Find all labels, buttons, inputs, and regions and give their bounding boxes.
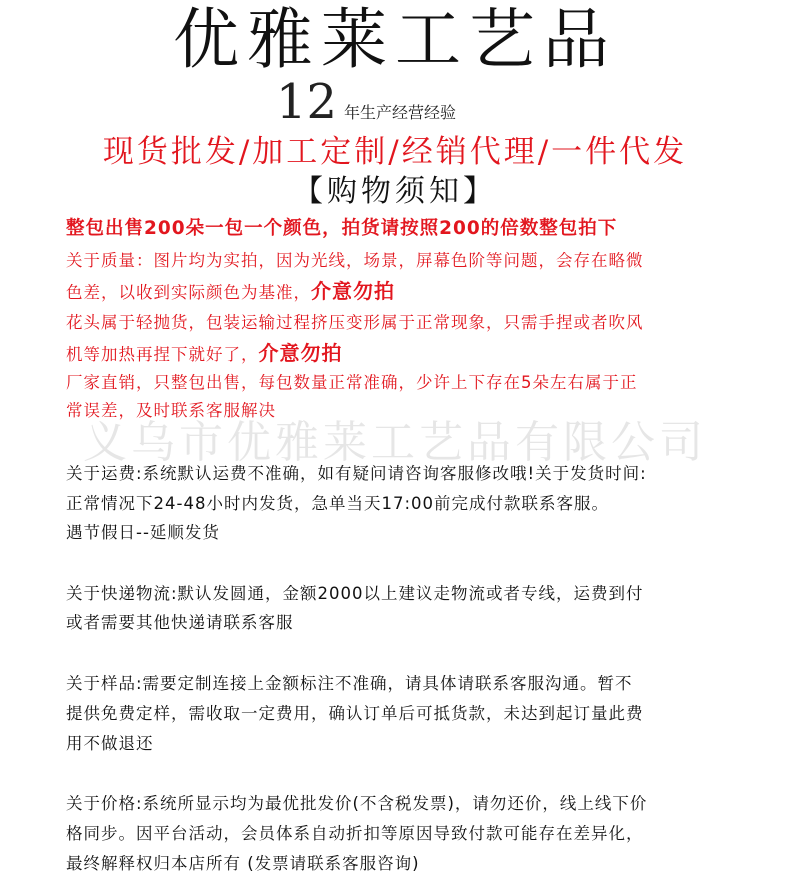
shop-title: 优雅莱工艺品 [173,1,617,78]
flower-emphasis: 介意勿拍 [258,341,343,365]
price-line1: 关于价格:系统所显示均为最优批发价(不含税发票)，请勿还价，线上线下价 [66,794,648,813]
sample-line2: 提供免费定样，需收取一定费用，确认订单后可抵货款，未达到起订量此费 [66,704,644,723]
factory-note-line1: 厂家直销，只整包出售，每包数量正常准确，少许上下存在5朵左右属于正 [66,373,638,392]
price-line3: 最终解释权归本店所有 (发票请联系客服咨询) [66,854,420,873]
years-text: 年生产经营经验 [344,103,457,122]
notice-heading: 【购物须知】 [293,174,497,209]
express-line1: 关于快递物流:默认发圆通，金额2000以上建议走物流或者专线，运费到付 [66,584,644,603]
quality-note-text: 色差，以收到实际颜色为基准， [66,283,311,302]
shipping-line2: 正常情况下24-48小时内发货，急单当天17:00前完成付款联系客服。 [66,494,609,513]
quality-emphasis: 介意勿拍 [311,279,395,303]
sample-line3: 用不做退还 [66,734,154,753]
sample-line1: 关于样品:需要定制连接上金额标注不准确，请具体请联系客服沟通。暂不 [66,674,633,693]
price-line2: 格同步。因平台活动，会员体系自动折扣等原因导致付款可能存在差异化， [66,824,644,843]
years-number: 12 [276,74,338,130]
shipping-line3: 遇节假日--延顺发货 [66,523,220,542]
factory-note-line2: 常误差，及时联系客服解决 [66,401,276,420]
bulk-package-note: 整包出售200朵一包一个颜色，拍货请按照200的倍数整包拍下 [66,218,618,239]
services-line: 现货批发/加工定制/经销代理/一件代发 [102,134,688,170]
express-line2: 或者需要其他快递请联系客服 [66,613,294,632]
quality-note-line2 [66,278,726,306]
company-watermark: 义乌市优雅莱工艺品有限公司 [83,417,707,468]
shipping-line1: 关于运费:系统默认运费不准确，如有疑问请咨询客服修改哦!关于发货时间: [66,464,647,483]
flower-note-line1: 花头属于轻抛货，包装运输过程挤压变形属于正常现象，只需手捏或者吹风 [66,313,644,332]
flower-note-text: 机等加热再捏下就好了， [66,345,259,364]
flower-note-line2 [66,340,726,368]
quality-note-line1: 关于质量：图片均为实拍，因为光线，场景，屏幕色阶等问题，会存在略微 [66,251,644,270]
